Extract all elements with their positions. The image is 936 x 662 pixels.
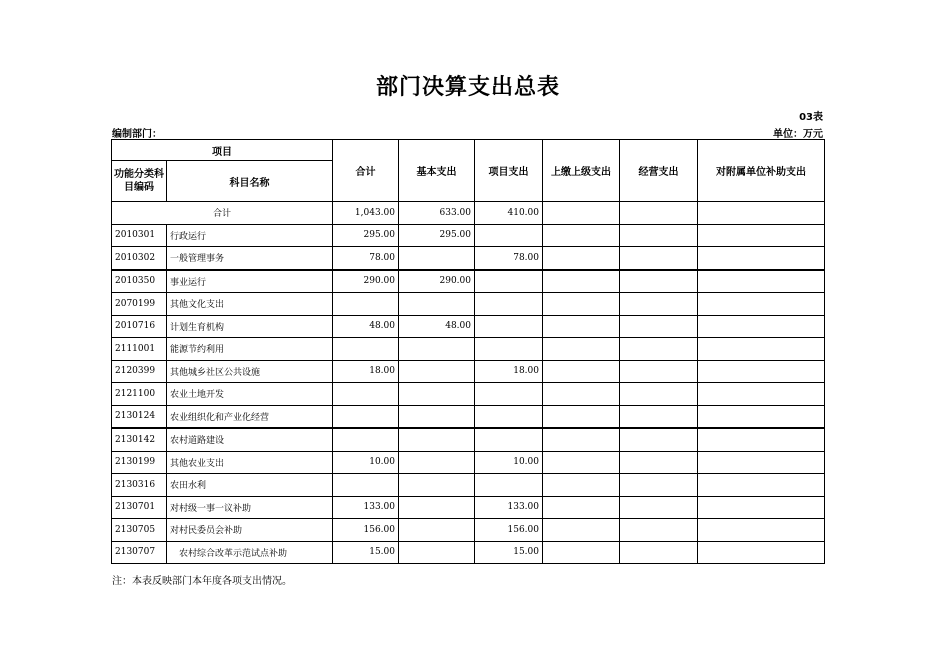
row-basic: 48.00 [399, 315, 475, 338]
row-project [475, 270, 543, 293]
row-subsidy [698, 293, 825, 316]
row-subsidy [698, 247, 825, 270]
row-subsidy [698, 338, 825, 361]
expenditure-table [111, 139, 825, 564]
row-code: 2130701 [112, 496, 167, 519]
row-project [475, 224, 543, 247]
table-row [112, 405, 825, 428]
row-total [333, 293, 399, 316]
table-row [112, 360, 825, 383]
table-row [112, 270, 825, 293]
total-basic: 633.00 [399, 202, 475, 225]
row-upper [543, 338, 620, 361]
row-subsidy [698, 383, 825, 406]
table-code: 03表 [799, 112, 823, 123]
row-basic [399, 405, 475, 428]
row-subsidy [698, 519, 825, 542]
row-name: 农村综合改革示范试点补助 [167, 541, 333, 564]
row-code: 2010350 [112, 270, 167, 293]
row-total: 10.00 [333, 451, 399, 474]
total-subsidy [698, 202, 825, 225]
dept-label: 编制部门： [112, 129, 162, 140]
row-name: 能源节约利用 [167, 338, 333, 361]
row-basic [399, 541, 475, 564]
row-project [475, 405, 543, 428]
row-upper [543, 541, 620, 564]
row-name: 计划生育机构 [167, 315, 333, 338]
row-total: 48.00 [333, 315, 399, 338]
row-name: 农业组织化和产业化经营 [167, 405, 333, 428]
row-project: 15.00 [475, 541, 543, 564]
row-total: 295.00 [333, 224, 399, 247]
row-project: 133.00 [475, 496, 543, 519]
row-total: 78.00 [333, 247, 399, 270]
total-operating [620, 202, 698, 225]
row-basic [399, 519, 475, 542]
header-project: 项目 [112, 140, 333, 161]
row-operating [620, 496, 698, 519]
row-code: 2130124 [112, 405, 167, 428]
row-basic [399, 383, 475, 406]
header-basic: 基本支出 [399, 140, 475, 202]
row-operating [620, 474, 698, 497]
row-subsidy [698, 451, 825, 474]
header-item-name: 科目名称 [167, 161, 333, 202]
row-operating [620, 383, 698, 406]
row-code: 2130142 [112, 428, 167, 451]
table-row [112, 338, 825, 361]
row-name: 对村民委员会补助 [167, 519, 333, 542]
row-name: 对村级一事一议补助 [167, 496, 333, 519]
table-row [112, 451, 825, 474]
row-project: 10.00 [475, 451, 543, 474]
row-operating [620, 541, 698, 564]
row-operating [620, 428, 698, 451]
header-project-exp: 项目支出 [475, 140, 543, 202]
row-code: 2010716 [112, 315, 167, 338]
page-title: 部门决算支出总表 [375, 75, 560, 100]
row-subsidy [698, 224, 825, 247]
row-operating [620, 293, 698, 316]
row-name: 农业土地开发 [167, 383, 333, 406]
row-upper [543, 270, 620, 293]
row-project [475, 428, 543, 451]
row-code: 2111001 [112, 338, 167, 361]
row-code: 2121100 [112, 383, 167, 406]
row-total: 18.00 [333, 360, 399, 383]
row-operating [620, 338, 698, 361]
row-code: 2070199 [112, 293, 167, 316]
row-subsidy [698, 474, 825, 497]
header-subsidy: 对附属单位补助支出 [698, 140, 825, 202]
row-total [333, 338, 399, 361]
header-operating: 经营支出 [620, 140, 698, 202]
row-project: 78.00 [475, 247, 543, 270]
header-upper: 上缴上级支出 [543, 140, 620, 202]
row-code: 2010302 [112, 247, 167, 270]
row-operating [620, 315, 698, 338]
total-total: 1,043.00 [333, 202, 399, 225]
total-row [112, 202, 825, 225]
row-project [475, 315, 543, 338]
row-name: 农村道路建设 [167, 428, 333, 451]
row-operating [620, 405, 698, 428]
row-basic [399, 496, 475, 519]
row-operating [620, 360, 698, 383]
total-upper [543, 202, 620, 225]
table-row [112, 293, 825, 316]
row-upper [543, 293, 620, 316]
row-total [333, 428, 399, 451]
table-row [112, 428, 825, 451]
row-total: 15.00 [333, 541, 399, 564]
row-total [333, 383, 399, 406]
row-name: 其他农业支出 [167, 451, 333, 474]
row-name: 其他文化支出 [167, 293, 333, 316]
table-row [112, 315, 825, 338]
row-basic: 290.00 [399, 270, 475, 293]
row-upper [543, 247, 620, 270]
row-subsidy [698, 541, 825, 564]
row-upper [543, 451, 620, 474]
row-basic [399, 451, 475, 474]
row-project [475, 338, 543, 361]
table-row [112, 383, 825, 406]
row-basic [399, 293, 475, 316]
row-basic [399, 474, 475, 497]
row-code: 2010301 [112, 224, 167, 247]
table-row [112, 247, 825, 270]
row-operating [620, 451, 698, 474]
row-project: 18.00 [475, 360, 543, 383]
row-project: 156.00 [475, 519, 543, 542]
row-basic: 295.00 [399, 224, 475, 247]
row-project [475, 383, 543, 406]
row-code: 2130199 [112, 451, 167, 474]
header-func-code: 功能分类科目编码 [112, 161, 167, 202]
total-project: 410.00 [475, 202, 543, 225]
row-name: 农田水利 [167, 474, 333, 497]
row-upper [543, 315, 620, 338]
row-basic [399, 247, 475, 270]
table-row [112, 474, 825, 497]
row-subsidy [698, 496, 825, 519]
row-subsidy [698, 428, 825, 451]
row-total: 156.00 [333, 519, 399, 542]
row-subsidy [698, 360, 825, 383]
row-name: 行政运行 [167, 224, 333, 247]
row-subsidy [698, 270, 825, 293]
table-row [112, 541, 825, 564]
row-basic [399, 360, 475, 383]
row-code: 2120399 [112, 360, 167, 383]
row-code: 2130316 [112, 474, 167, 497]
unit-label: 单位：万元 [773, 129, 823, 140]
row-total [333, 405, 399, 428]
row-operating [620, 224, 698, 247]
table-row [112, 519, 825, 542]
row-upper [543, 519, 620, 542]
row-upper [543, 428, 620, 451]
row-name: 一般管理事务 [167, 247, 333, 270]
row-total [333, 474, 399, 497]
row-operating [620, 247, 698, 270]
row-code: 2130707 [112, 541, 167, 564]
row-upper [543, 360, 620, 383]
row-subsidy [698, 405, 825, 428]
row-total: 290.00 [333, 270, 399, 293]
row-upper [543, 383, 620, 406]
row-upper [543, 496, 620, 519]
row-upper [543, 405, 620, 428]
row-name: 其他城乡社区公共设施 [167, 360, 333, 383]
row-operating [620, 519, 698, 542]
row-upper [543, 224, 620, 247]
table-row [112, 496, 825, 519]
footnote: 注：本表反映部门本年度各项支出情况。 [112, 576, 292, 587]
total-label: 合计 [112, 202, 333, 225]
row-name: 事业运行 [167, 270, 333, 293]
row-total: 133.00 [333, 496, 399, 519]
row-basic [399, 428, 475, 451]
row-basic [399, 338, 475, 361]
row-operating [620, 270, 698, 293]
row-project [475, 474, 543, 497]
row-subsidy [698, 315, 825, 338]
header-total: 合计 [333, 140, 399, 202]
table-row [112, 224, 825, 247]
row-upper [543, 474, 620, 497]
row-code: 2130705 [112, 519, 167, 542]
row-project [475, 293, 543, 316]
